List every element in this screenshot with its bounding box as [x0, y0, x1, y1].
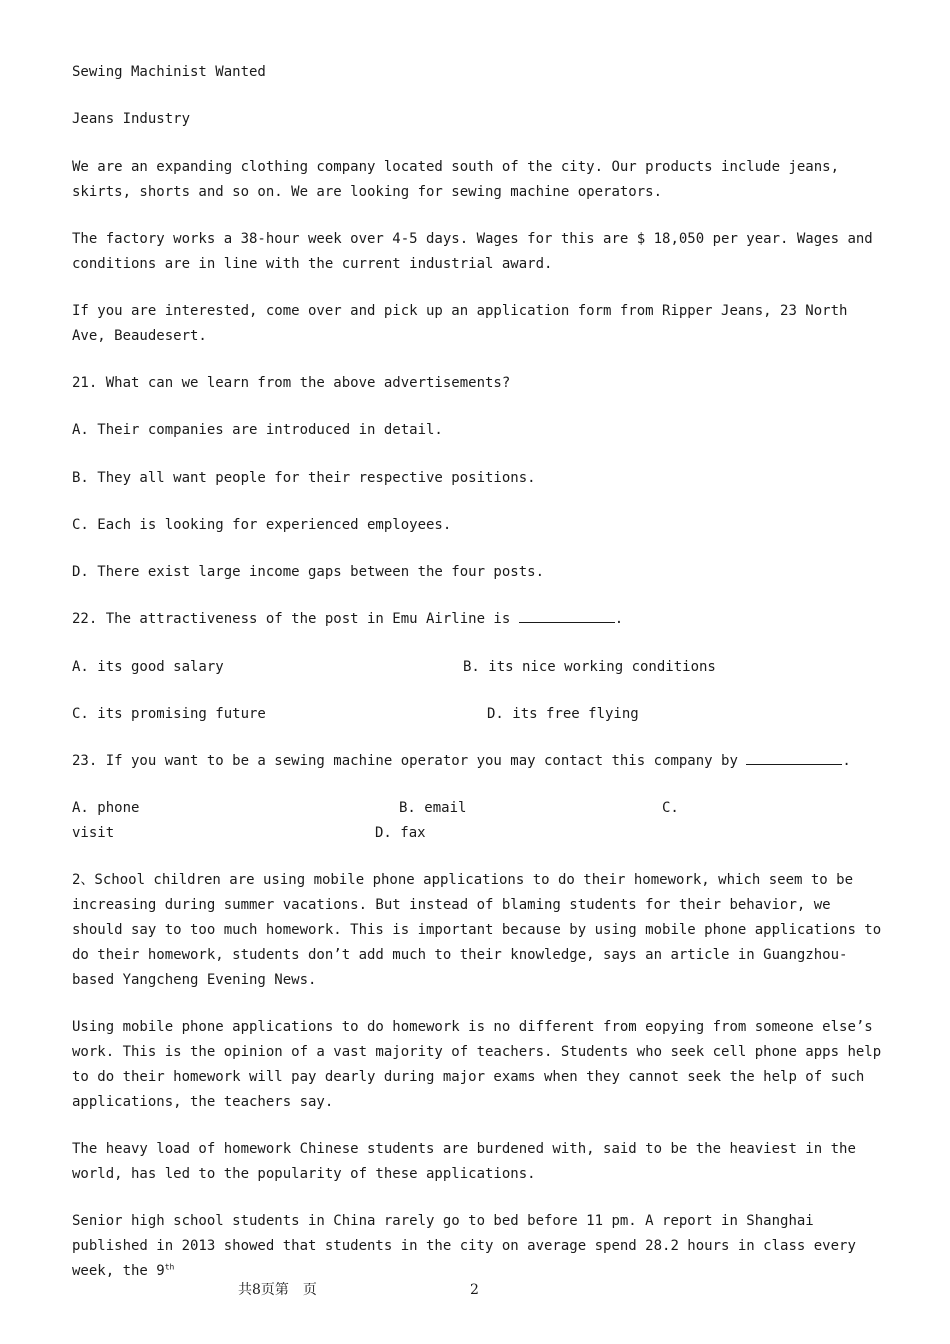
question-23-option-a: A. phone	[72, 800, 140, 816]
question-23-option-d: D. fax	[375, 825, 426, 841]
question-23-option-c: C.	[662, 800, 679, 816]
question-22-option-a: A. its good salary	[72, 659, 224, 675]
question-21-option-c: C. Each is looking for experienced employees.	[72, 517, 452, 533]
passage-2-paragraph-1: 2、School children are using mobile phone applications to do their homework, which seem to be increasing during summer vacations. But instead of blaming students for their behavior, we should say to too much homework. This is important because by using mobile phone applications to do their homework, students don’t add much to their knowledge, says an article in Guangzhou-based Yangcheng Evening News.	[72, 872, 882, 988]
question-23-stem	[72, 749, 882, 774]
question-21-option-d: D. There exist large income gaps between the four posts.	[72, 564, 545, 580]
question-21-option-b: B. They all want people for their respective positions.	[72, 470, 536, 486]
question-22-stem	[72, 607, 882, 632]
ad-company: Jeans Industry	[72, 111, 191, 127]
passage-2-paragraph-4-text: Senior high school students in China rarely go to bed before 11 pm. A report in Shanghai published in 2013 showed that students in the city on average spend 28.2 hours in class every week, the 9	[72, 1213, 856, 1279]
footer-page-label: 共8页第 页	[238, 1282, 317, 1298]
question-23-option-b: B. email	[399, 800, 467, 816]
question-22-period: .	[614, 611, 624, 627]
question-21-stem: 21. What can we learn from the above advertisements?	[72, 375, 511, 391]
question-23-option-c-continued: visit	[72, 825, 115, 841]
passage-2-paragraph-4	[72, 1209, 882, 1284]
question-21-option-a: A. Their companies are introduced in detail.	[72, 422, 443, 438]
footer-page-number: 2	[470, 1282, 479, 1298]
question-22-option-d: D. its free flying	[487, 706, 639, 722]
ordinal-suffix: th	[164, 1262, 175, 1272]
passage-2-paragraph-2: Using mobile phone applications to do homework is no different from eopying from someone else’s work. This is the opinion of a vast majority of teachers. Students who seek cell phone apps help to do their homework will pay dearly during major exams when they cannot seek the help of such applications, the teachers say.	[72, 1019, 882, 1110]
question-23-text: 23. If you want to be a sewing machine operator you may contact this company by	[72, 753, 738, 769]
ad-paragraph-1: We are an expanding clothing company located south of the city. Our products include jeans, skirts, shorts and so on. We are looking for sewing machine operators.	[72, 159, 840, 200]
question-23-period: .	[842, 753, 851, 769]
answer-blank	[519, 608, 615, 623]
ad-paragraph-3: If you are interested, come over and pick up an application form from Ripper Jeans, 23 North Ave, Beaudesert.	[72, 303, 848, 344]
answer-blank	[746, 750, 842, 765]
ad-paragraph-2: The factory works a 38-hour week over 4-5 days. Wages for this are $ 18,050 per year. Wages and conditions are in line with the current industrial award.	[72, 231, 873, 272]
passage-2-paragraph-3: The heavy load of homework Chinese students are burdened with, said to be the heaviest in the world, has led to the popularity of these applications.	[72, 1141, 856, 1182]
question-22-text: 22. The attractiveness of the post in Emu Airline is	[72, 611, 511, 627]
ad-title: Sewing Machinist Wanted	[72, 64, 266, 80]
question-22-option-b: B. its nice working conditions	[463, 659, 716, 675]
question-22-option-c: C. its promising future	[72, 706, 266, 722]
